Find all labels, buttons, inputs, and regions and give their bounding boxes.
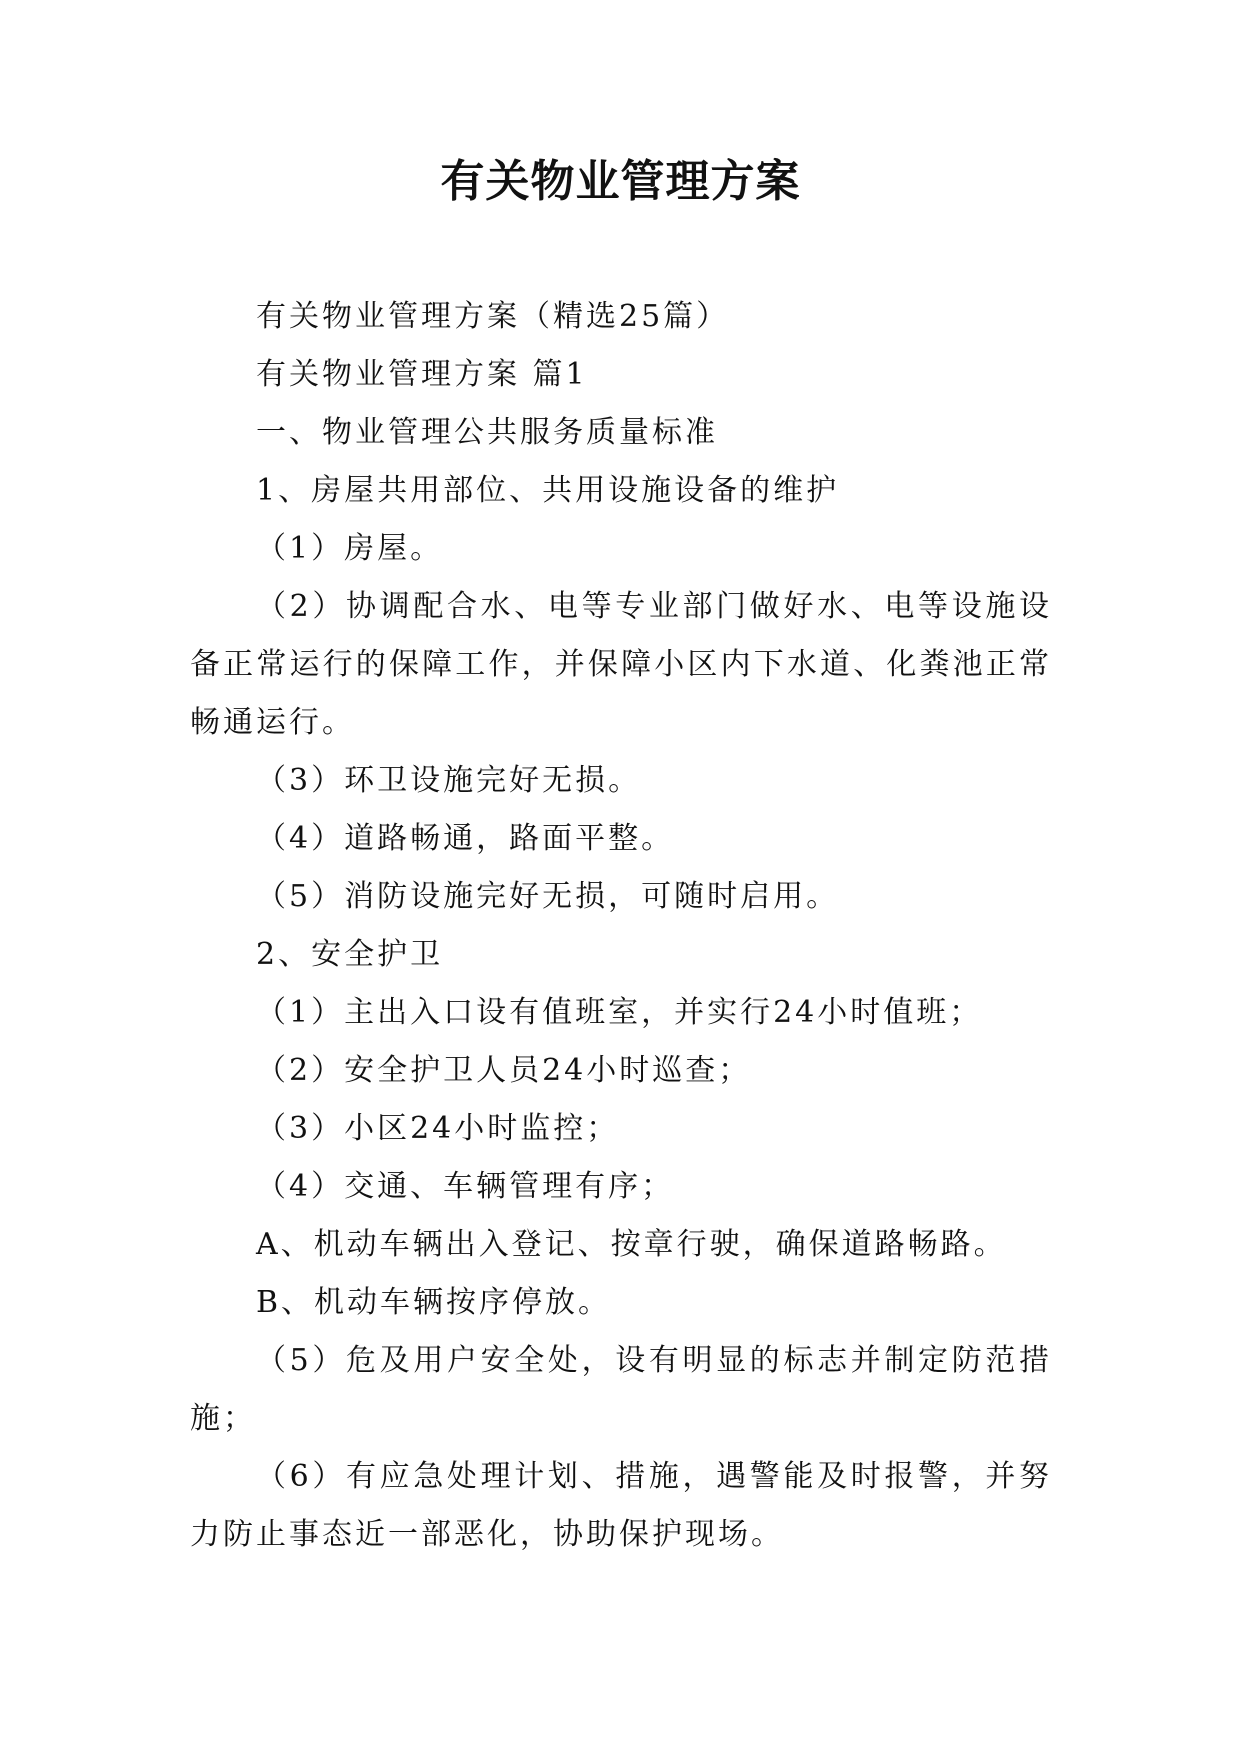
paragraph-item: （5）危及用户安全处，设有明显的标志并制定防范措施；: [190, 1343, 1052, 1436]
paragraph-item: （1）主出入口设有值班室，并实行24小时值班；: [256, 995, 983, 1030]
paragraph-subitem: B、机动车辆按序停放。: [256, 1285, 612, 1320]
paragraph-item: （4）交通、车辆管理有序；: [256, 1169, 675, 1204]
document-body: [190, 288, 1052, 1564]
paragraph-subtitle: 有关物业管理方案（精选25篇）: [256, 299, 730, 334]
paragraph-subheading-2: 2、安全护卫: [256, 937, 444, 972]
paragraph-item: （6）有应急处理计划、措施，遇警能及时报警，并努力防止事态近一部恶化，协助保护现场。: [190, 1459, 1052, 1552]
paragraph-subheading-1: 1、房屋共用部位、共用设施设备的维护: [256, 473, 840, 508]
paragraph-heading-1: 一、物业管理公共服务质量标准: [256, 415, 718, 450]
paragraph-subitem: A、机动车辆出入登记、按章行驶，确保道路畅路。: [256, 1227, 1007, 1262]
paragraph-item: （3）环卫设施完好无损。: [256, 763, 642, 798]
paragraph-item: （3）小区24小时监控；: [256, 1111, 620, 1146]
document-title: 有关物业管理方案: [440, 156, 801, 207]
paragraph-section-heading: 有关物业管理方案 篇1: [256, 357, 588, 392]
paragraph-item: （5）消防设施完好无损，可随时启用。: [256, 879, 840, 914]
paragraph-item: （1）房屋。: [256, 531, 444, 566]
paragraph-item: （2）安全护卫人员24小时巡查；: [256, 1053, 752, 1088]
paragraph-item: （2）协调配合水、电等专业部门做好水、电等设施设备正常运行的保障工作，并保障小区内下水道、化粪池正常畅通运行。: [190, 589, 1052, 740]
paragraph-item: （4）道路畅通，路面平整。: [256, 821, 675, 856]
